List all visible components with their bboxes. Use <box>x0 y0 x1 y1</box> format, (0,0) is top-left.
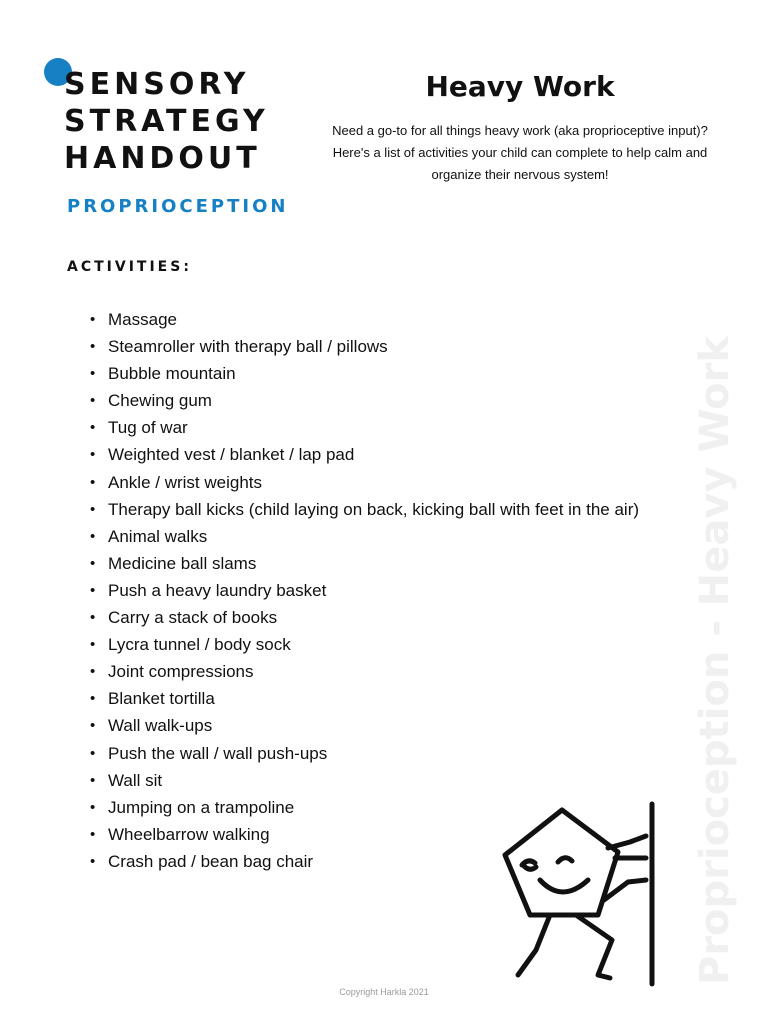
title-line-3: HANDOUT <box>64 141 261 176</box>
list-item: • Ankle / wrist weights <box>90 469 639 496</box>
list-item: • Blanket tortilla <box>90 685 639 712</box>
list-item: • Animal walks <box>90 523 639 550</box>
pentagon-character-pushing-wall-icon <box>500 800 670 995</box>
list-item: • Wall walk-ups <box>90 712 639 739</box>
list-item: • Push the wall / wall push-ups <box>90 740 639 767</box>
subtitle: PROPRIOCEPTION <box>67 196 289 217</box>
list-item: • Carry a stack of books <box>90 604 639 631</box>
list-item: • Tug of war <box>90 414 639 441</box>
list-item: • Weighted vest / blanket / lap pad <box>90 441 639 468</box>
title-line-2: STRATEGY <box>64 104 269 139</box>
list-item: • Push a heavy laundry basket <box>90 577 639 604</box>
list-item: • Joint compressions <box>90 658 639 685</box>
list-item: • Wall sit <box>90 767 639 794</box>
handout-title <box>64 66 269 177</box>
activity-list <box>90 306 639 875</box>
list-item: • Crash pad / bean bag chair <box>90 848 639 875</box>
list-item: • Jumping on a trampoline <box>90 794 639 821</box>
list-item: • Therapy ball kicks (child laying on back, kicking ball with feet in the air) <box>90 496 639 523</box>
list-item: • Steamroller with therapy ball / pillows <box>90 333 639 360</box>
list-item: • Medicine ball slams <box>90 550 639 577</box>
section-label: ACTIVITIES: <box>67 259 192 275</box>
list-item: • Bubble mountain <box>90 360 639 387</box>
intro-text: Need a go-to for all things heavy work (aka proprioceptive input)? Here's a list of activities your child can complete to help calm and organize their nervous system! <box>332 123 708 182</box>
list-item: • Massage <box>90 306 639 333</box>
side-watermark: Proprioception - Heavy Work <box>692 336 738 985</box>
list-item: • Lycra tunnel / body sock <box>90 631 639 658</box>
copyright-text: Copyright Harkla 2021 <box>339 987 429 997</box>
title-line-1: SENSORY <box>64 67 250 102</box>
page-heading: Heavy Work <box>425 70 615 103</box>
list-item: • Wheelbarrow walking <box>90 821 639 848</box>
list-item: • Chewing gum <box>90 387 639 414</box>
